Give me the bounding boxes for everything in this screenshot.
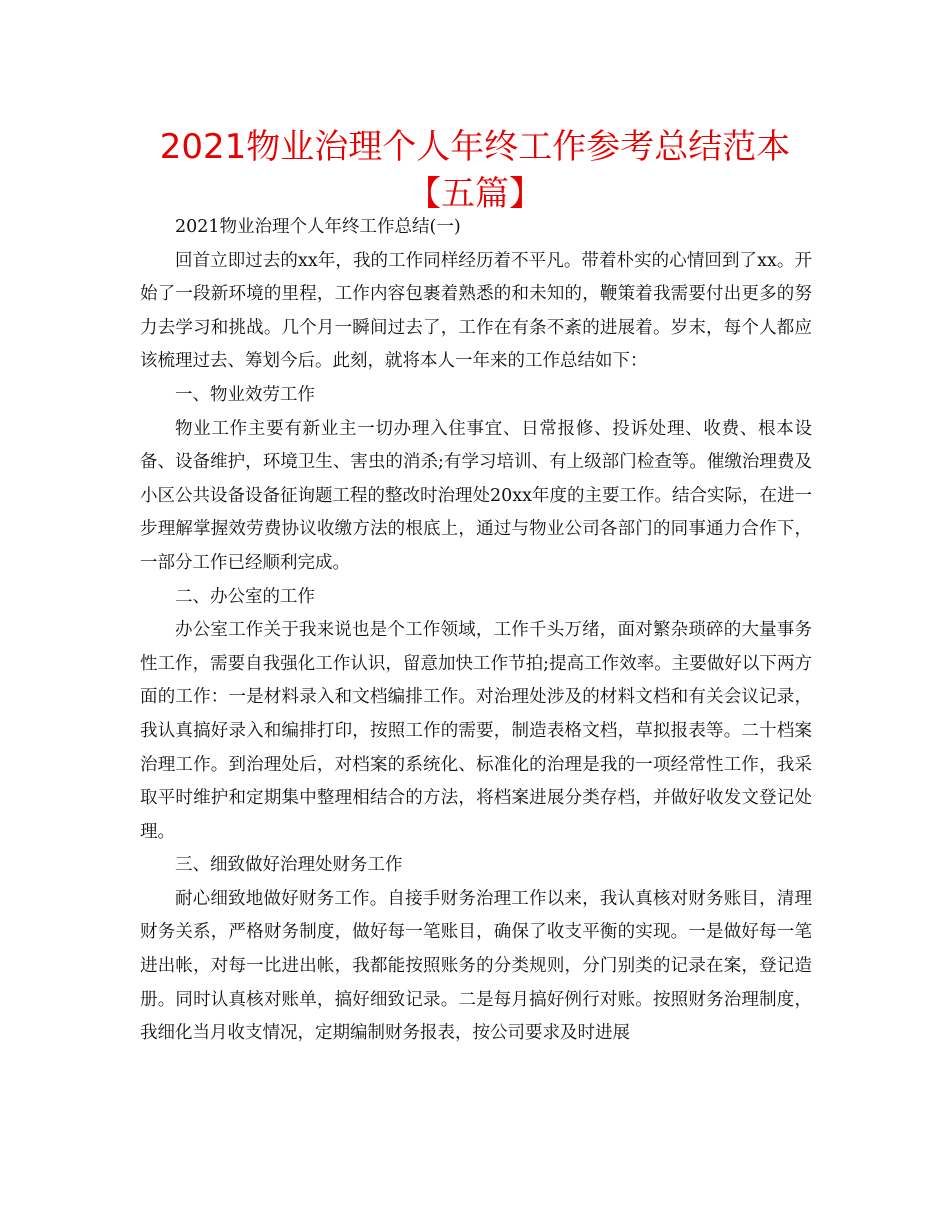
- section-heading-office-work: 二、办公室的工作: [175, 586, 315, 607]
- finance-work-paragraph: 耐心细致地做好财务工作。自接手财务治理工作以来，我认真核对财务账目，清理财务关系，严格财务制度，做好每一笔账目，确保了收支平衡的实现。一是做好每一笔进出帐，对每一比进出帐，我都能按照账务的分类规则，分门别类的记录在案，登记造册。同时认真核对账单，搞好细致记录。二是每月搞好例行对账。按照财务治理制度，我细化当月收支情况，定期编制财务报表，按公司要求及时进展: [140, 888, 812, 1044]
- section-heading-summary-one: 2021物业治理个人年终工作总结(一): [175, 217, 461, 237]
- section-heading-property-service: 一、物业效劳工作: [175, 384, 315, 405]
- document-title: 2021物业治理个人年终工作参考总结范本【五篇】: [159, 127, 791, 214]
- document-body: [140, 211, 812, 1051]
- section-heading-finance-work: 三、细致做好治理处财务工作: [175, 855, 403, 876]
- intro-paragraph: 回首立即过去的xx年，我的工作同样经历着不平凡。带着朴实的心情回到了xx。开始了一段新环境的里程，工作内容包裹着熟悉的和未知的，鞭策着我需要付出更多的努力去学习和挑战。几个月一瞬间过去了，工作在有条不紊的进展着。岁末，每个人都应该梳理过去、筹划今后。此刻，就将本人一年来的工作总结如下：: [140, 250, 812, 372]
- office-work-paragraph: 办公室工作关于我来说也是个工作领域，工作千头万绪，面对繁杂琐碎的大量事务性工作，需要自我强化工作认识，留意加快工作节拍;提高工作效率。主要做好以下两方面的工作：一是材料录入和文档编排工作。对治理处涉及的材料文档和有关会议记录，我认真搞好录入和编排打印，按照工作的需要，制造表格文档，草拟报表等。二十档案治理工作。到治理处后，对档案的系统化、标准化的治理是我的一项经常性工作，我采取平时维护和定期集中整理相结合的方法，将档案进展分类存档，并做好收发文登记处理。: [140, 620, 812, 842]
- property-service-paragraph: 物业工作主要有新业主一切办理入住事宜、日常报修、投诉处理、收费、根本设备、设备维护，环境卫生、害虫的消杀;有学习培训、有上级部门检查等。催缴治理费及小区公共设备设备征询题工程的整改时治理处20xx年度的主要工作。结合实际，在进一步理解掌握效劳费协议收缴方法的根底上，通过与物业公司各部门的同事通力合作下，一部分工作已经顺利完成。: [140, 418, 813, 573]
